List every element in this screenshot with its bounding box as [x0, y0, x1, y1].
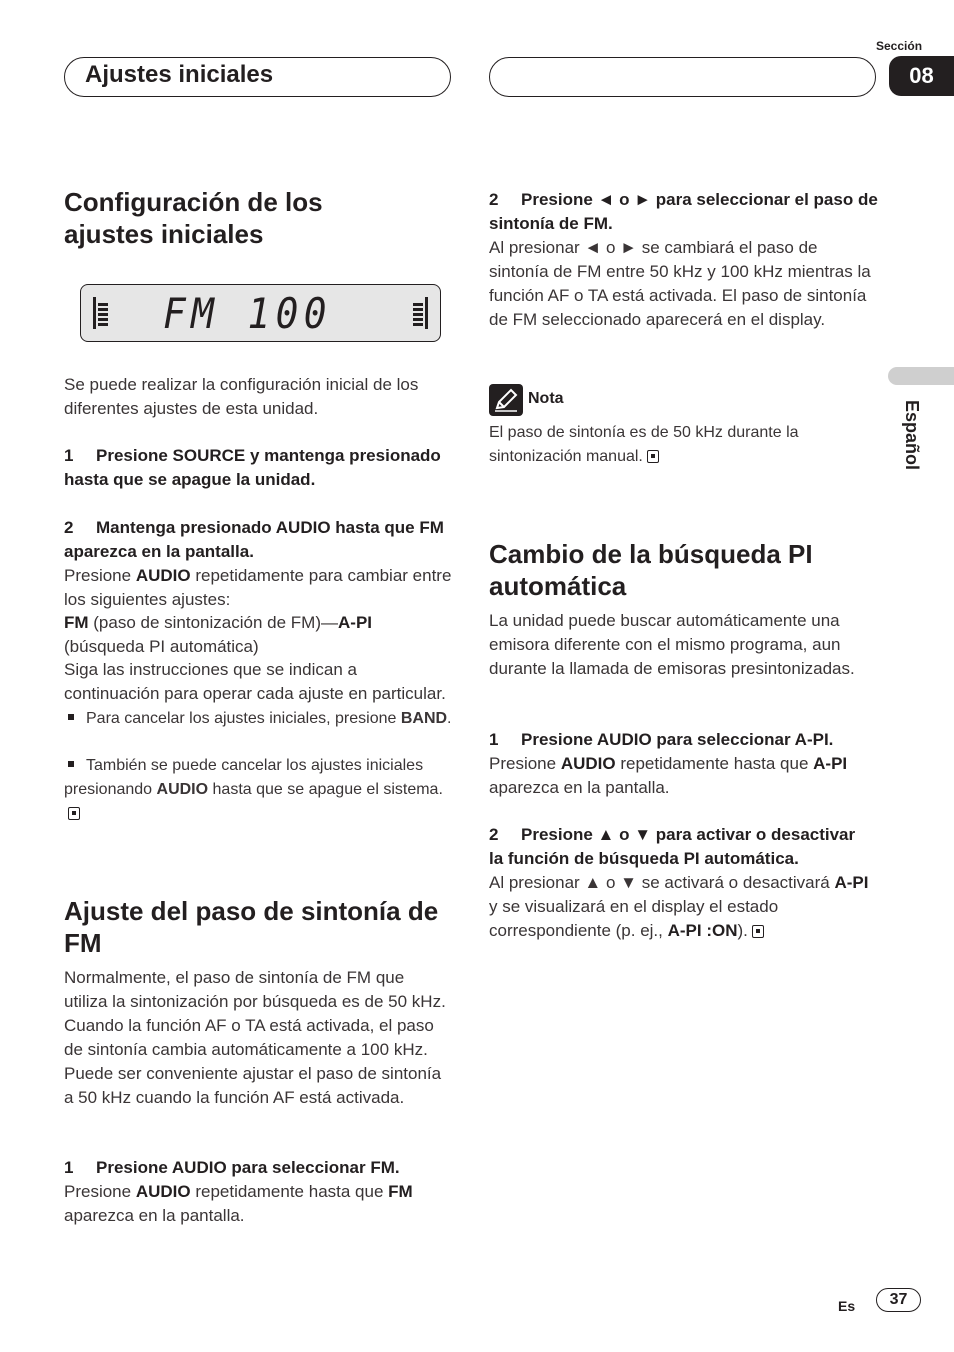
- note-label: Nota: [528, 390, 564, 407]
- bullet-cancel-band: Para cancelar los ajustes iniciales, presione BAND.: [64, 707, 454, 731]
- chapter-title: Ajustes iniciales: [85, 61, 274, 88]
- pi-step-1-paragraph: Presione AUDIO repetidamente hasta que A-PI aparezca en la pantalla.: [489, 754, 848, 797]
- lcd-text: FM 100: [163, 289, 332, 338]
- level-meter-left-icon: [91, 293, 111, 333]
- chapter-title-pill: [64, 57, 451, 97]
- bullet-icon: [68, 714, 74, 720]
- pi-step-1: [489, 728, 879, 752]
- step-text: Presione AUDIO para seleccionar A-PI.: [521, 730, 834, 749]
- step-number: 1: [64, 446, 74, 465]
- section-number: 08: [889, 56, 954, 96]
- fm-step-paragraph: Normalmente, el paso de sintonía de FM que utiliza la sintonización por búsqueda es de 50 kHz. Cuando la función AF o TA está activada, el paso de sintonía cambia automáticamente a 100 kHz. Puede ser conveniente ajustar el paso de sintonía a 50 kHz cuando la función AF está activada.: [64, 968, 446, 1107]
- step-text: Presione ▲ o ▼ para activar o desactivar la función de búsqueda PI automática.: [489, 825, 856, 868]
- left-step-1: [64, 444, 454, 492]
- fm-step-2: [489, 188, 879, 236]
- intro-paragraph: Se puede realizar la configuración inicial de los diferentes ajustes de esta unidad.: [64, 375, 419, 418]
- left-step-2: [64, 516, 444, 564]
- page-number: 37: [876, 1288, 921, 1312]
- heading-configuracion: Configuración de los ajustes iniciales: [64, 187, 323, 249]
- step-text: Mantenga presionado AUDIO hasta que FM aparezca en la pantalla.: [64, 518, 444, 561]
- header-empty-pill: [489, 57, 876, 97]
- pencil-icon: [489, 384, 523, 416]
- step2-paragraph-3: Siga las instrucciones que se indican a continuación para operar cada ajuste en particular.: [64, 660, 446, 703]
- lcd-display-illustration: [80, 284, 441, 342]
- pi-paragraph: La unidad puede buscar automáticamente una emisora diferente con el mismo programa, aun durante la llamada de emisoras presintonizadas.: [489, 611, 855, 678]
- step-number: 1: [64, 1158, 74, 1177]
- pi-step-2-paragraph: Al presionar ▲ o ▼ se activará o desactivará A-PI y se visualizará en el display el estado correspondiente (p. ej., A-PI :ON).: [489, 873, 869, 940]
- fm-step-1-paragraph: Presione AUDIO repetidamente hasta que FM aparezca en la pantalla.: [64, 1182, 413, 1225]
- bullet-icon: [68, 761, 74, 767]
- end-mark-icon: [647, 450, 659, 463]
- language-tab: [888, 367, 954, 385]
- step-text: Presione ◄ o ► para seleccionar el paso de sintonía de FM.: [489, 190, 878, 233]
- level-meter-right-icon: [410, 293, 430, 333]
- section-label: Sección: [876, 39, 923, 53]
- fm-step-1: [64, 1156, 454, 1180]
- note-text: El paso de sintonía es de 50 kHz durante la sintonización manual.: [489, 424, 799, 465]
- step2-paragraph-1: Presione AUDIO repetidamente para cambiar entre los siguientes ajustes:: [64, 566, 452, 609]
- bullet-cancel-audio: También se puede cancelar los ajustes iniciales presionando AUDIO hasta que se apague el sistema.: [64, 754, 454, 826]
- language-code: Es: [838, 1298, 856, 1314]
- pi-step-2: [489, 823, 874, 871]
- step-number: 1: [489, 730, 499, 749]
- end-mark-icon: [68, 807, 80, 820]
- heading-cambio-busqueda: Cambio de la búsqueda PI automática: [489, 539, 813, 601]
- step-number: 2: [489, 190, 499, 209]
- note-icon: [489, 384, 523, 416]
- heading-ajuste-paso: Ajuste del paso de sintonía de FM: [64, 896, 439, 958]
- step-text: Presione SOURCE y mantenga presionado hasta que se apague la unidad.: [64, 446, 441, 489]
- step-number: 2: [64, 518, 74, 537]
- end-mark-icon: [752, 925, 764, 938]
- language-label: Español: [902, 400, 922, 471]
- step-text: Presione AUDIO para seleccionar FM.: [96, 1158, 400, 1177]
- fm-step-2-paragraph: Al presionar ◄ o ► se cambiará el paso de sintonía de FM entre 50 kHz y 100 kHz mientras la función AF o TA está activada. El paso de sintonía de FM seleccionado aparecerá en el display.: [489, 238, 871, 329]
- step-number: 2: [489, 825, 499, 844]
- step2-paragraph-2: FM (paso de sintonización de FM)—A-PI (búsqueda PI automática): [64, 613, 372, 656]
